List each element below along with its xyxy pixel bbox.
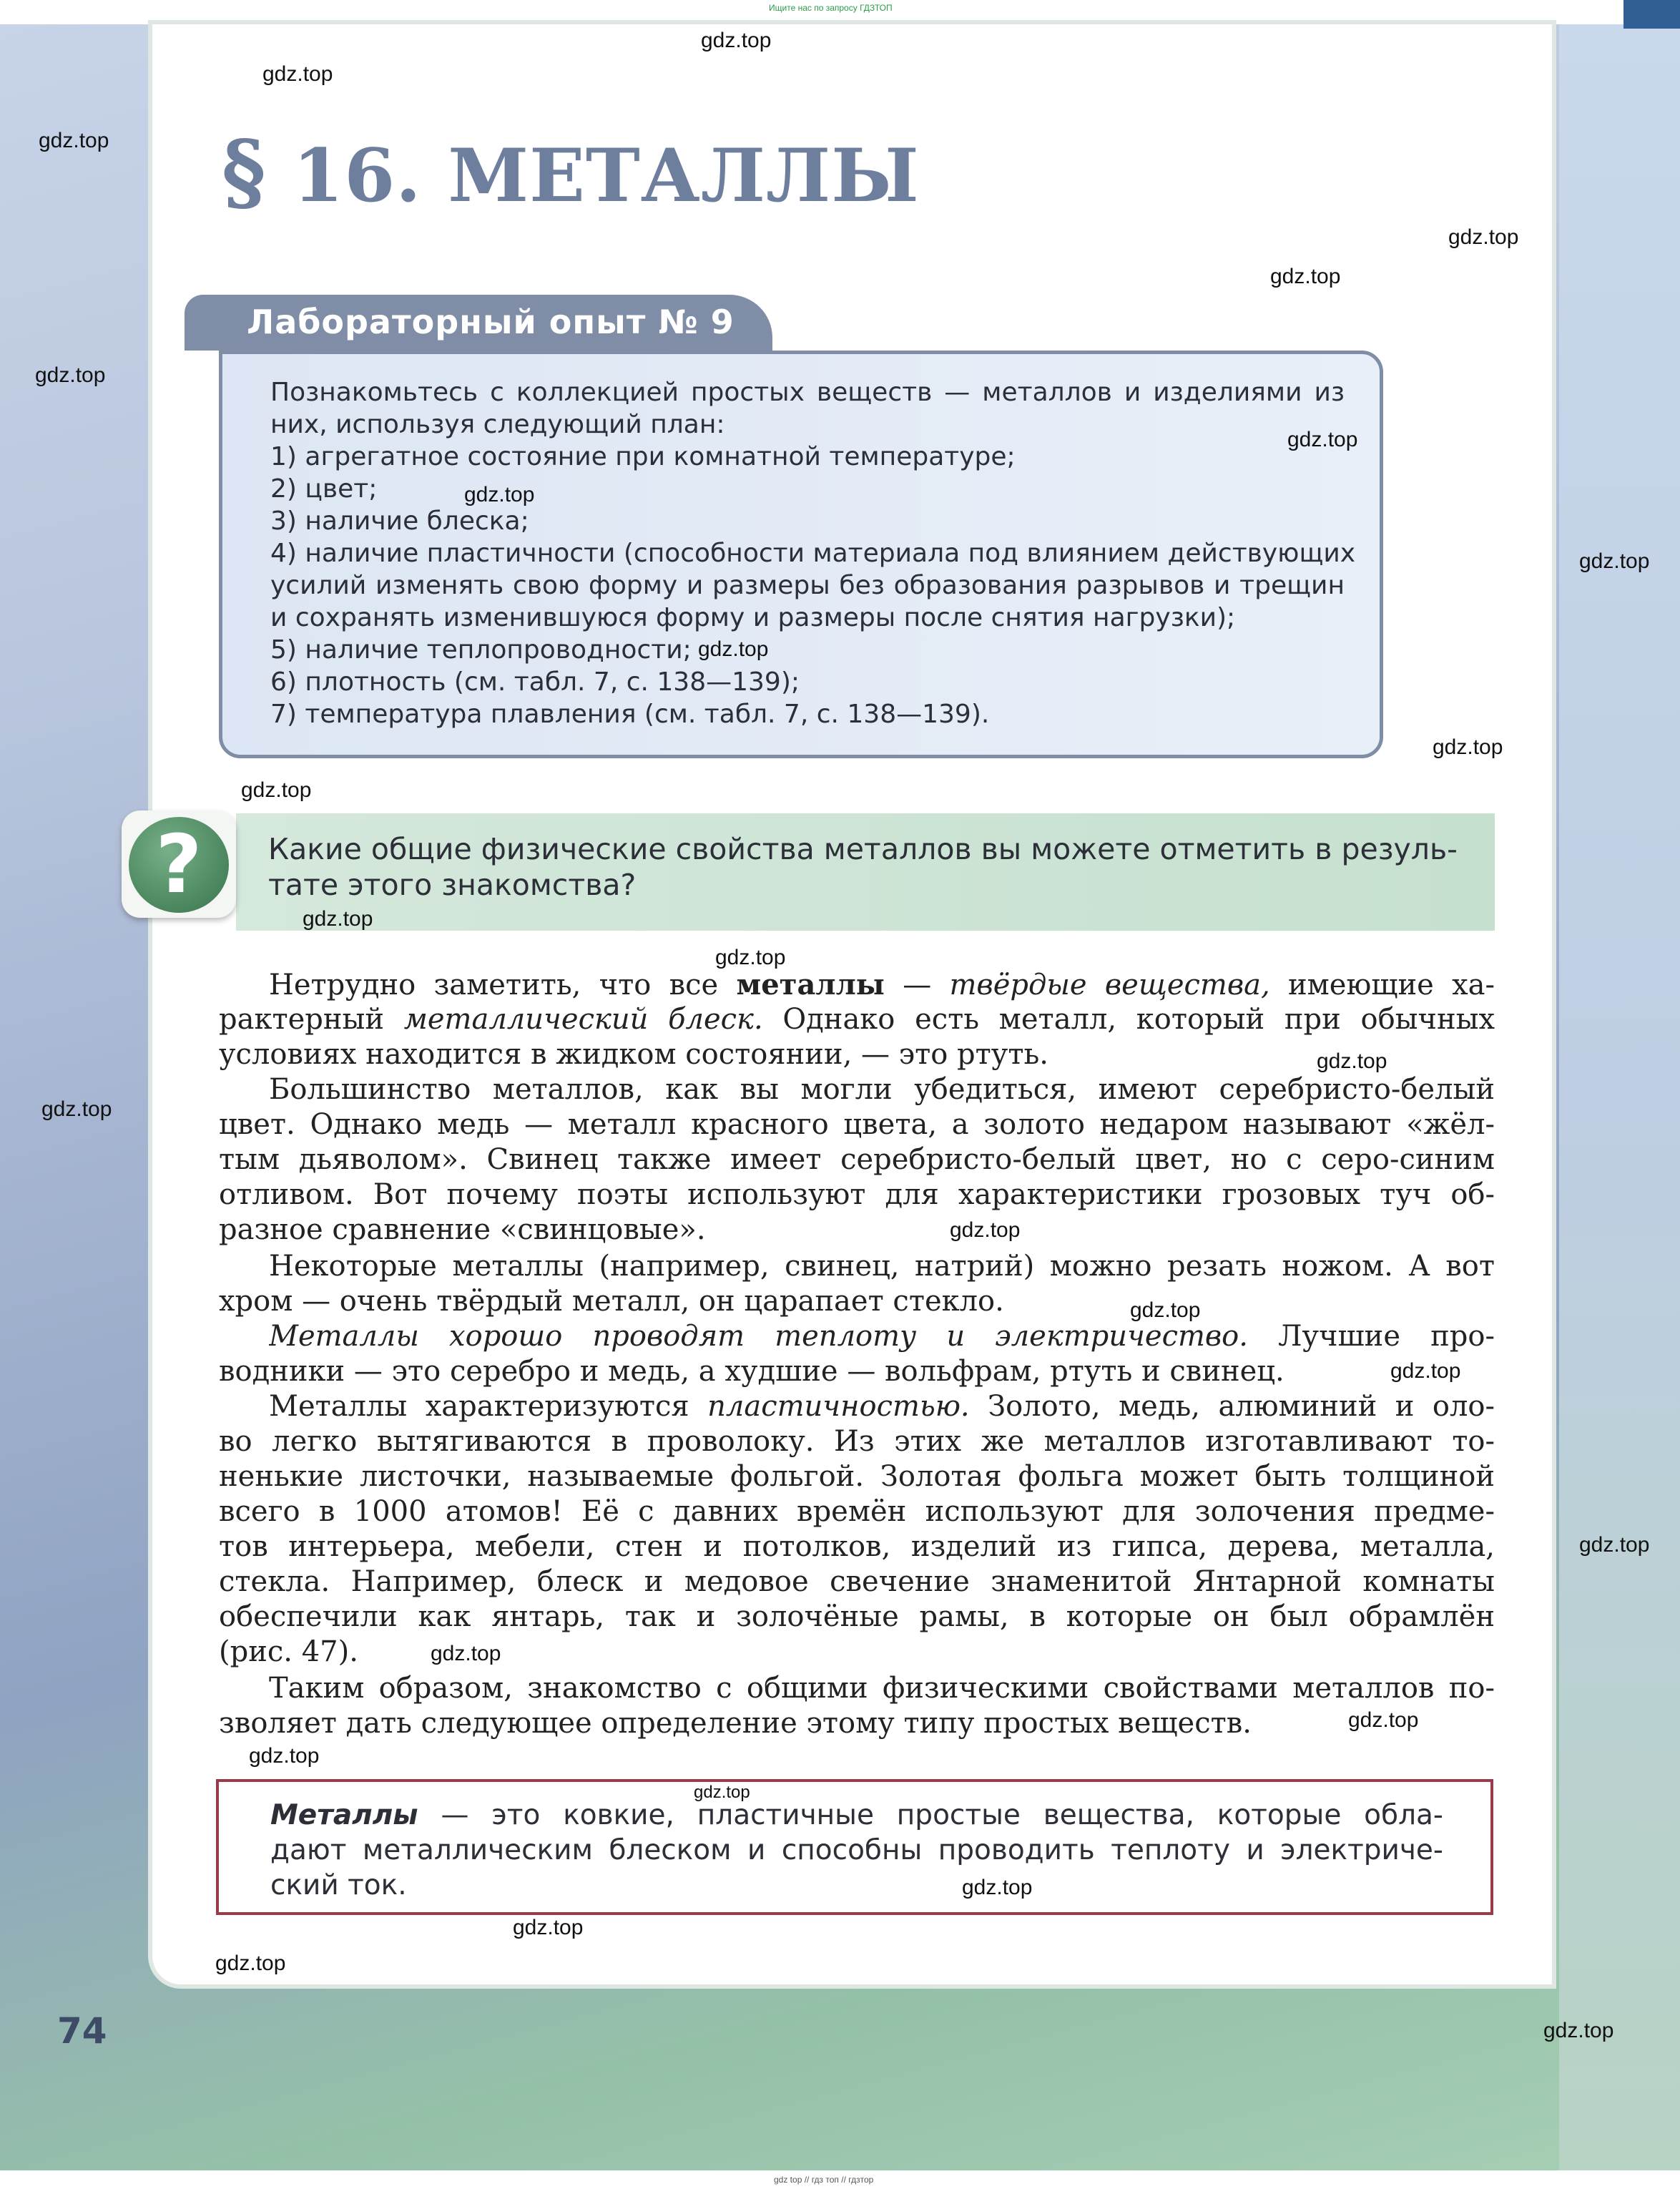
watermark: gdz.top	[39, 129, 109, 152]
section-number: 16.	[293, 133, 422, 219]
watermark: gdz.top	[241, 778, 312, 802]
corner-strip	[1623, 0, 1680, 29]
body-line: стекла. Например, блеск и медовое свечение знаменитой Янтарной комнаты	[219, 1565, 1495, 1598]
question-line: тате этого знакомства?	[268, 868, 637, 902]
body-line: ненькие листочки, называемые фольгой. Золотая фольга может быть толщиной	[219, 1460, 1495, 1493]
watermark: gdz.top	[715, 946, 786, 969]
body-line: Нетрудно заметить, что все металлы — твёрдые вещества, имеющие ха-	[269, 968, 1495, 1001]
watermark: gdz.top	[513, 1916, 584, 1939]
lab-line: усилий изменять свою форму и размеры без образования разрывов и трещин	[270, 571, 1345, 600]
body-line: условиях находится в жидком состоянии, — это ртуть.	[219, 1038, 1048, 1071]
lab-line: 4) наличие пластичности (способности материала под влиянием действующих	[270, 539, 1356, 568]
watermark: gdz.top	[1579, 1533, 1650, 1557]
body-line: разное сравнение «свинцовые».	[219, 1213, 706, 1246]
definition-line: дают металлическим блеском и способны проводить теплоту и электриче-	[270, 1834, 1443, 1866]
watermark: gdz.top	[215, 1951, 286, 1975]
bottom-note: gdz top // гдз топ // гдзтор	[774, 2175, 874, 2185]
definition-line: ский ток.	[270, 1869, 407, 1901]
watermark: gdz.top	[262, 62, 333, 86]
body-line: Металлы характеризуются пластичностью. Золото, медь, алюминий и оло-	[269, 1390, 1495, 1423]
watermark: gdz.top	[1448, 225, 1519, 249]
lab-line: и сохранять изменившуюся форму и размеры после снятия нагрузки);	[270, 603, 1236, 632]
body-line: отливом. Вот почему поэты используют для характеристики грозовых туч об-	[219, 1178, 1495, 1211]
watermark: gdz.top	[701, 29, 772, 52]
body-line: Металлы хорошо проводят теплоту и электричество. Лучшие про-	[269, 1320, 1495, 1353]
watermark: gdz.top	[698, 637, 769, 661]
body-line: всего в 1000 атомов! Её с давних времён используют для золочения предме-	[219, 1495, 1495, 1528]
body-line: обеспечили как янтарь, так и золочёные рамы, в которые он был обрамлён	[219, 1600, 1495, 1633]
watermark: gdz.top	[1433, 735, 1503, 759]
watermark: gdz.top	[464, 483, 535, 506]
watermark: gdz.top	[1317, 1049, 1387, 1073]
lab-line: 5) наличие теплопроводности;	[270, 635, 692, 665]
question-line: Какие общие физические свойства металлов вы можете отметить в резуль-	[268, 832, 1458, 866]
watermark: gdz.top	[1270, 265, 1341, 288]
body-line: во легко вытягиваются в проволоку. Из этих же металлов изготавливают то-	[219, 1425, 1495, 1458]
question-mark-icon: ?	[129, 817, 229, 913]
watermark: gdz.top	[1390, 1359, 1461, 1383]
watermark: gdz.top	[950, 1218, 1021, 1242]
body-line: тов интерьера, мебели, стен и потолков, изделий из гипса, дерева, металла,	[219, 1530, 1495, 1563]
page-title	[222, 122, 920, 221]
body-line: водники — это серебро и медь, а худшие — вольфрам, ртуть и свинец.	[219, 1355, 1284, 1388]
watermark: gdz.top	[694, 1783, 750, 1802]
watermark: gdz.top	[1579, 549, 1650, 573]
section-name: МЕТАЛЛЫ	[448, 133, 920, 219]
watermark: gdz.top	[1130, 1298, 1201, 1322]
watermark: gdz.top	[249, 1744, 320, 1768]
watermark: gdz.top	[1543, 2019, 1614, 2042]
page-number: 74	[57, 2010, 107, 2052]
body-line: (рис. 47).	[219, 1635, 358, 1668]
body-line: Большинство металлов, как вы могли убедиться, имеют серебристо-белый	[269, 1073, 1495, 1106]
body-line: Таким образом, знакомство с общими физическими свойствами металлов по-	[269, 1672, 1495, 1705]
lab-line: 3) наличие блеска;	[270, 506, 529, 536]
watermark: gdz.top	[962, 1876, 1033, 1899]
body-line: Некоторые металлы (например, свинец, натрий) можно резать ножом. А вот	[269, 1250, 1495, 1283]
lab-line: 1) агрегатное состояние при комнатной температуре;	[270, 442, 1016, 471]
body-line: хром — очень твёрдый металл, он царапает стекло.	[219, 1285, 1004, 1318]
watermark: gdz.top	[41, 1097, 112, 1121]
lab-line: 7) температура плавления (см. табл. 7, с. 138—139).	[270, 700, 990, 729]
lab-line: 2) цвет;	[270, 474, 378, 504]
body-line: зволяет дать следующее определение этому типу простых веществ.	[219, 1707, 1252, 1740]
watermark: gdz.top	[1348, 1708, 1419, 1732]
top-note: Ищите нас по запросу ГДЗТОП	[769, 3, 893, 13]
body-line: рактерный металлический блеск. Однако есть металл, который при обычных	[219, 1003, 1495, 1036]
watermark: gdz.top	[431, 1642, 501, 1665]
definition-line: Металлы — это ковкие, пластичные простые вещества, которые обла-	[270, 1799, 1443, 1831]
body-line: тым дьяволом». Свинец также имеет серебристо-белый цвет, но с серо-синим	[219, 1143, 1495, 1176]
lab-line: них, используя следующий план:	[270, 410, 725, 439]
watermark: gdz.top	[35, 363, 106, 387]
lab-line: Познакомьтесь с коллекцией простых веществ — металлов и изделиями из	[270, 378, 1345, 407]
body-line: цвет. Однако медь — металл красного цвета, а золото недаром называют «жёл-	[219, 1108, 1495, 1141]
watermark: gdz.top	[303, 907, 373, 931]
lab-title: Лабораторный опыт № 9	[247, 303, 735, 341]
section-symbol: §	[222, 122, 267, 221]
watermark: gdz.top	[1287, 428, 1358, 451]
page-background-right	[1559, 24, 1680, 2170]
lab-line: 6) плотность (см. табл. 7, с. 138—139);	[270, 667, 800, 697]
